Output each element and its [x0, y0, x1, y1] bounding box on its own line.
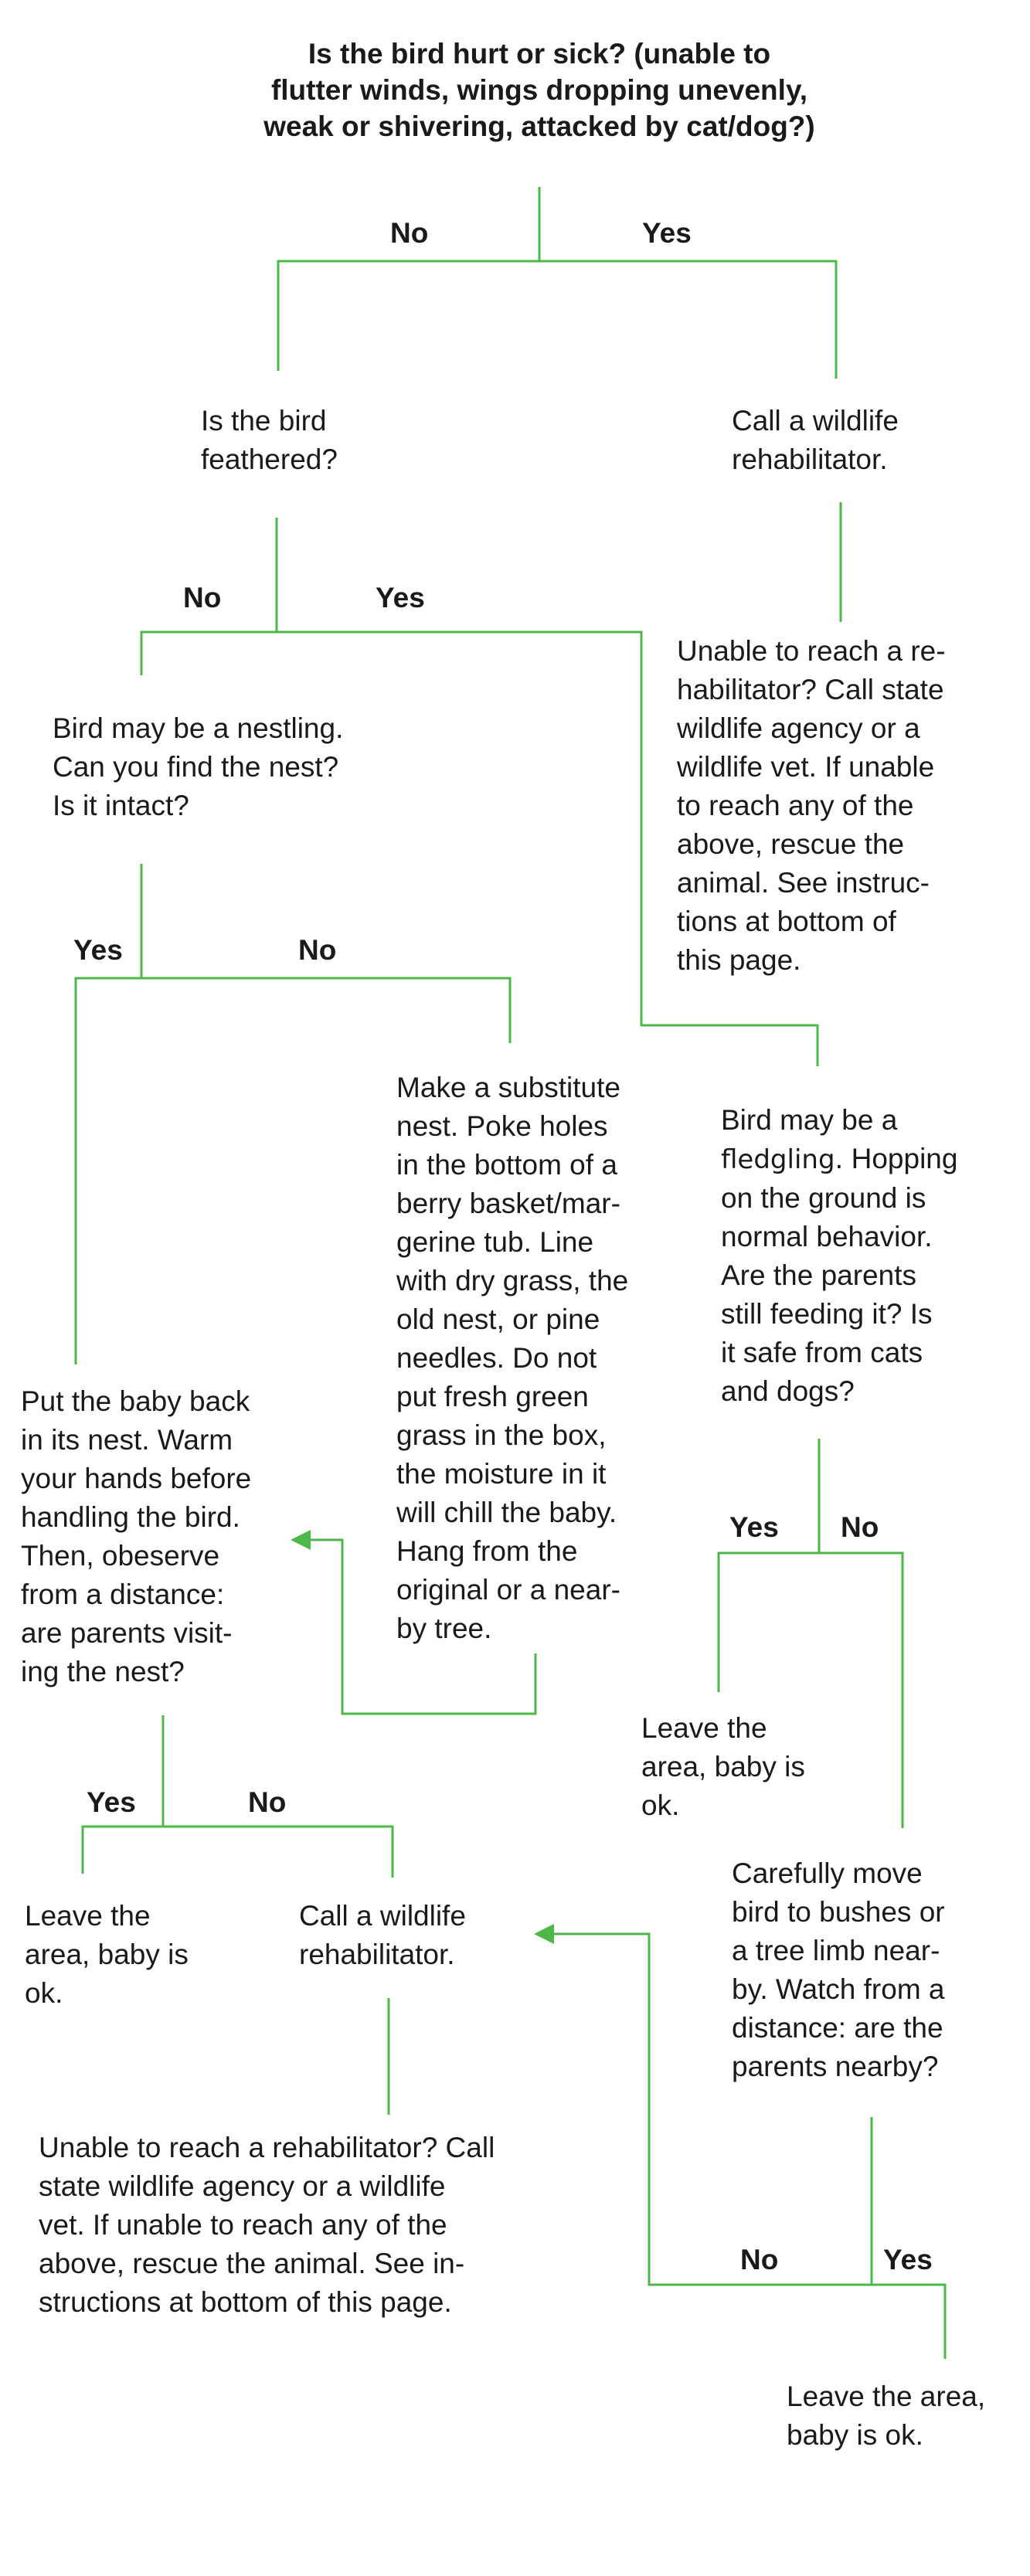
- label-no: No: [183, 582, 222, 613]
- move-bird-instructions: Carefully move bird to bushes or a tree limb near- by. Watch from a distance: are the parents nearby?: [732, 1857, 945, 2082]
- leave-area-nestling: Leave the area, baby is ok.: [25, 1900, 189, 2009]
- label-yes: Yes: [376, 582, 425, 613]
- nestling-question: Bird may be a nestling. Can you find the nest? Is it intact?: [53, 712, 344, 821]
- connector-top-split: [278, 261, 836, 379]
- fledgling-rest: on the ground is normal behavior. Are the parents still feeding it? Is it safe from cats and dogs?: [721, 1182, 933, 1407]
- label-yes: Yes: [642, 217, 692, 249]
- label-no: No: [390, 217, 429, 249]
- leave-area-final: Leave the area, baby is ok.: [787, 2381, 986, 2451]
- put-back-instructions: Put the baby back in its nest. Warm your hands before handling the bird. Then, obeserve from a distance: are parents visit- ing the nest?: [21, 1385, 252, 1687]
- arrowhead-to-call-rehab-bottom: [534, 1924, 554, 1944]
- fledgling-term: fledgling.: [721, 1144, 844, 1175]
- fledgling-line-1: Bird may be a: [721, 1104, 898, 1136]
- label-no: No: [248, 1786, 287, 1818]
- feathered-question: Is the bird feathered?: [201, 405, 338, 475]
- label-yes: Yes: [729, 1511, 779, 1543]
- label-no: No: [841, 1511, 879, 1543]
- label-yes: Yes: [87, 1786, 136, 1818]
- substitute-nest: Make a substitute nest. Poke holes in the bottom of a berry basket/mar- gerine tub. Line with dry grass, the old nest, or pine needles. Do not put fresh green grass in the box, the moisture in it will chill the baby. Hang from the original or a near- by tree.: [396, 1072, 629, 1644]
- label-yes: Yes: [883, 2244, 933, 2275]
- fledgling-question: [721, 1101, 957, 1411]
- fledgling-line-2: Hopping: [843, 1143, 958, 1174]
- root-question: Is the bird hurt or sick? (unable to flutter winds, wings dropping unevenly, weak or shivering, attacked by cat/dog?): [263, 38, 815, 142]
- call-rehab-bottom: Call a wildlife rehabilitator.: [299, 1900, 466, 1970]
- label-yes: Yes: [73, 934, 123, 966]
- leave-area-fledgling: Leave the area, baby is ok.: [641, 1712, 805, 1821]
- arrowhead-to-putback: [291, 1530, 311, 1550]
- unable-reach-top: Unable to reach a re- habilitator? Call state wildlife agency or a wildlife vet. If unable to reach any of the above, rescue the animal. See instruc- tions at bottom of this page.: [677, 635, 946, 976]
- unable-reach-bottom: Unable to reach a rehabilitator? Call state wildlife agency or a wildlife vet. If unable to reach any of the above, rescue the animal. See in- structions at bottom of this page.: [39, 2132, 495, 2318]
- label-no: No: [740, 2244, 779, 2275]
- call-rehab-top: Call a wildlife rehabilitator.: [732, 405, 899, 475]
- label-no: No: [298, 934, 337, 966]
- connector-putback-split: [83, 1827, 393, 1878]
